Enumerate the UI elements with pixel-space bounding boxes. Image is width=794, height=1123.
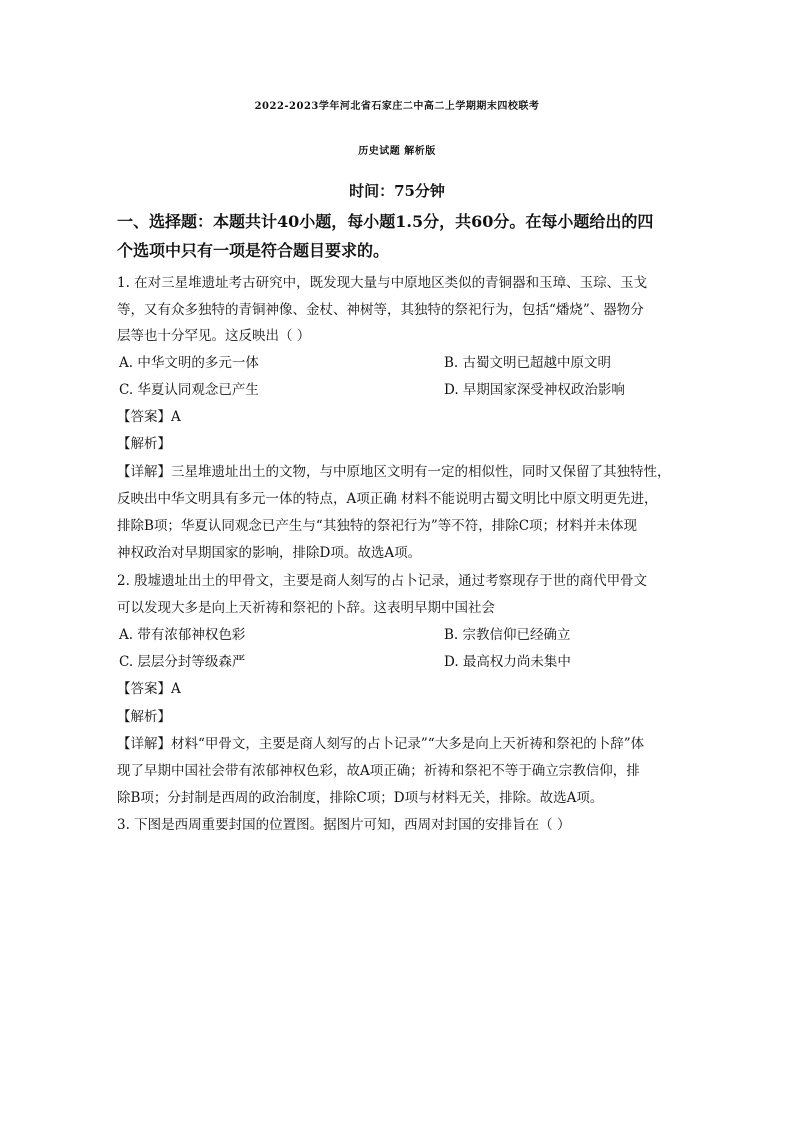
q1-option-a: A. 中华文明的多元一体 <box>119 355 259 371</box>
q2-detail-line-3: 除B项；分封制是西周的政治制度，排除C项；D项与材料无关，排除。故选A项。 <box>117 790 604 806</box>
q1-analysis-label: 【解析】 <box>117 436 171 452</box>
q1-detail-line-1: 【详解】三星堆遗址出土的文物，与中原地区文明有一定的相似性，同时又保留了其独特性， <box>117 464 671 480</box>
q1-detail-line-3: 排除B项；华夏认同观念已产生与“其独特的祭祀行为”等不符，排除C项；材料并未体现 <box>117 518 638 534</box>
section-heading-line-2: 个选项中只有一项是符合题目要求的。 <box>117 241 390 260</box>
q2-answer: 【答案】A <box>117 681 181 697</box>
q1-option-b: B. 古蜀文明已超越中原文明 <box>444 355 612 371</box>
document-subtitle: 历史试题 解析版 <box>358 146 436 157</box>
document-title: 2022-2023学年河北省石家庄二中高二上学期期末四校联考 <box>254 101 540 112</box>
q3-stem-line-1: 3. 下图是西周重要封国的位置图。据图片可知，西周对封国的安排旨在（ ） <box>117 817 571 833</box>
q2-stem-line-2: 可以发现大多是向上天祈祷和祭祀的卜辞。这表明早期中国社会 <box>117 600 495 616</box>
section-heading-line-1: 一、选择题：本题共计40小题，每小题1.5分，共60分。在每小题给出的四 <box>117 212 654 231</box>
q2-option-b: B. 宗教信仰已经确立 <box>444 627 571 643</box>
q2-option-c: C. 层层分封等级森严 <box>119 654 246 670</box>
q1-detail-line-2: 反映出中华文明具有多元一体的特点，A项正确 材料不能说明古蜀文明比中原文明更先进， <box>117 491 658 507</box>
q2-detail-line-1: 【详解】材料“甲骨文，主要是商人刻写的占卜记录”“大多是向上天祈祷和祭祀的卜辞”体 <box>117 736 645 752</box>
q2-detail-line-2: 现了早期中国社会带有浓郁神权色彩，故A项正确；祈祷和祭祀不等于确立宗教信仰，排 <box>117 763 640 779</box>
exam-time: 时间：75分钟 <box>349 182 445 200</box>
q2-stem-line-1: 2. 殷墟遗址出土的甲骨文，主要是商人刻写的占卜记录，通过考察现存于世的商代甲骨文 <box>117 573 648 589</box>
q1-answer: 【答案】A <box>117 409 181 425</box>
q2-option-d: D. 最高权力尚未集中 <box>444 654 571 670</box>
q1-option-d: D. 早期国家深受神权政治影响 <box>444 382 625 398</box>
q2-option-a: A. 带有浓郁神权色彩 <box>119 627 246 643</box>
q1-stem-line-2: 等，又有众多独特的青铜神像、金杖、神树等，其独特的祭祀行为，包括“燔烧”、器物分 <box>117 302 644 318</box>
q2-analysis-label: 【解析】 <box>117 709 171 725</box>
q1-stem-line-1: 1. 在对三星堆遗址考古研究中，既发现大量与中原地区类似的青铜器和玉璋、玉琮、玉戈 <box>117 275 648 291</box>
q1-option-c: C. 华夏认同观念已产生 <box>119 382 259 398</box>
q1-detail-line-4: 神权政治对早期国家的影响，排除D项。故选A项。 <box>117 545 422 561</box>
q1-stem-line-3: 层等也十分罕见。这反映出（ ） <box>117 328 311 344</box>
